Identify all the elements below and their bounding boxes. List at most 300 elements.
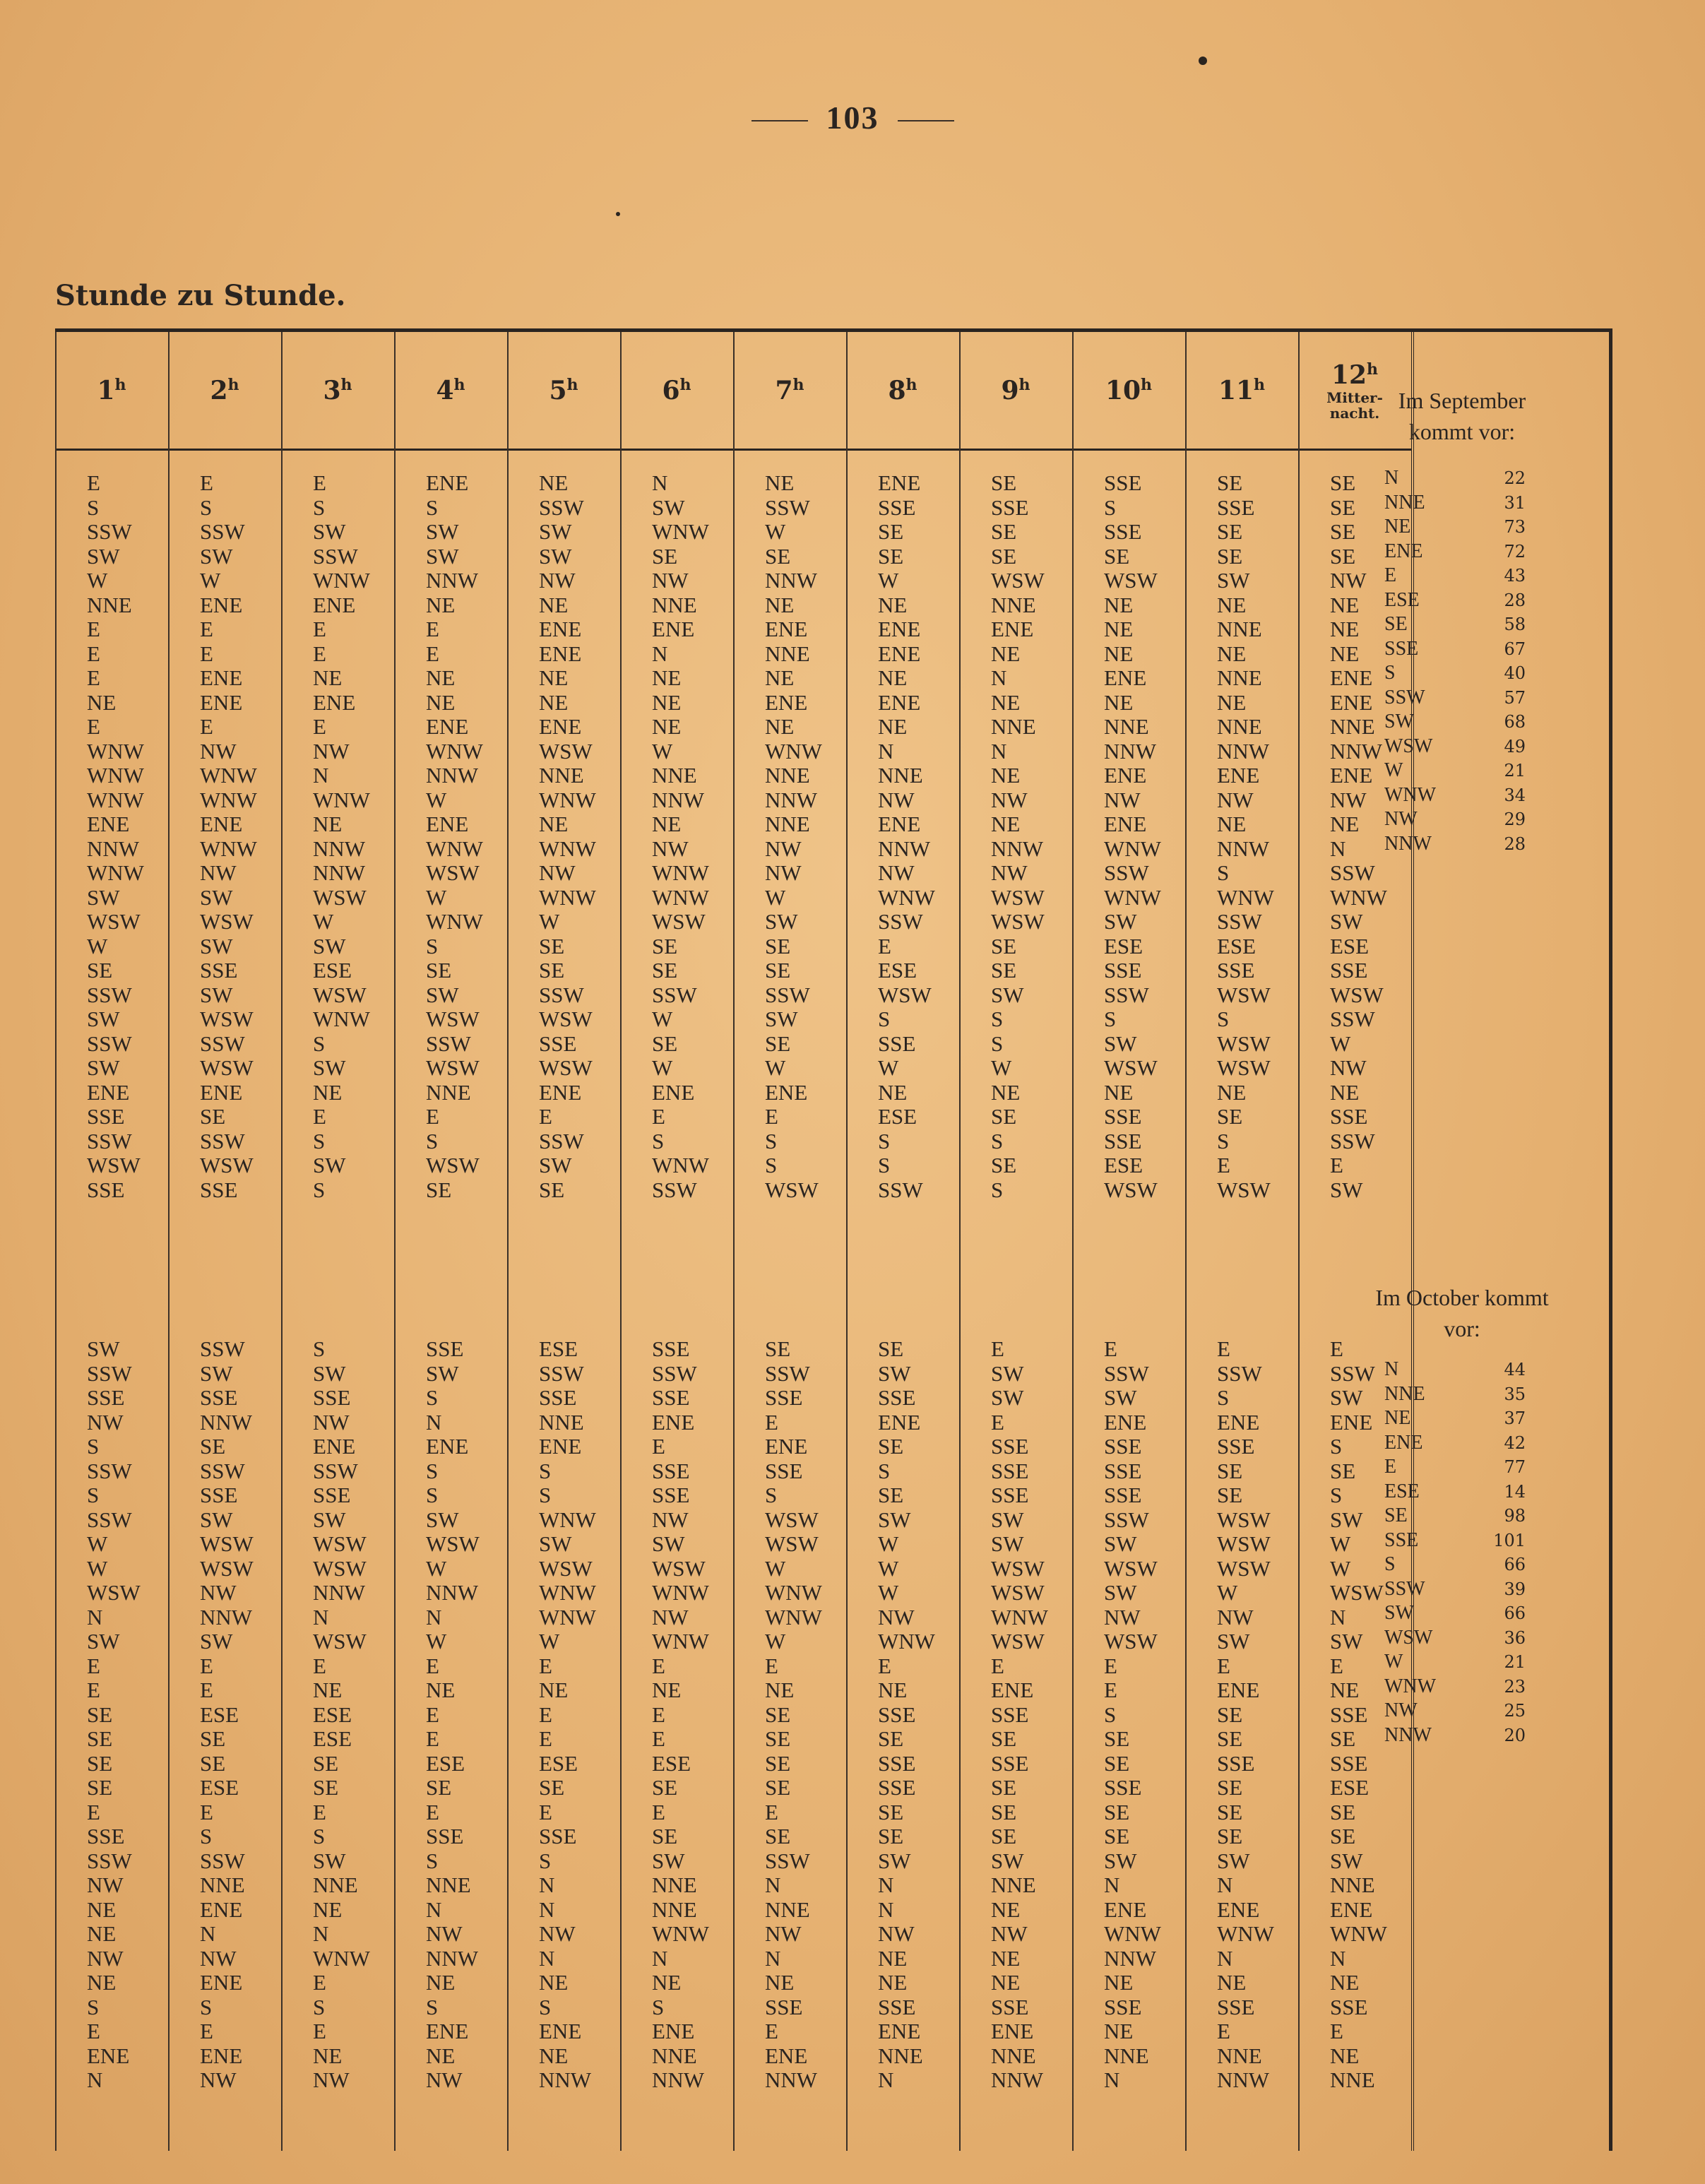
wind-direction-cell: NNW: [652, 787, 705, 812]
wind-direction-cell: ENE: [991, 1678, 1034, 1702]
wind-direction-cell: NNE: [1330, 714, 1375, 739]
wind-direction-cell: WSW: [1217, 982, 1271, 1007]
wind-direction-cell: S: [200, 1994, 213, 2019]
wind-direction-cell: SE: [765, 1726, 791, 1751]
summary-count: 37: [1504, 1408, 1526, 1428]
hour-label: [436, 376, 465, 405]
wind-direction-cell: WSW: [200, 1055, 254, 1080]
wind-direction-cell: S: [313, 1031, 326, 1056]
wind-direction-cell: NW: [878, 860, 915, 885]
wind-direction-cell: SSW: [87, 982, 132, 1007]
wind-direction-cell: NE: [1104, 641, 1134, 666]
wind-direction-cell: NNE: [1104, 2043, 1149, 2068]
wind-direction-cell: SW: [878, 1848, 911, 1873]
wind-direction-cell: SSW: [200, 1128, 245, 1153]
summary-count: 20: [1504, 1725, 1526, 1745]
wind-direction-cell: E: [539, 1799, 552, 1824]
wind-direction-cell: E: [426, 1653, 439, 1678]
wind-direction-cell: E: [539, 1653, 552, 1678]
wind-direction-cell: SSW: [539, 494, 584, 520]
wind-direction-cell: SSW: [200, 1336, 245, 1361]
wind-direction-cell: ENE: [200, 812, 243, 836]
wind-direction-cell: NNE: [652, 763, 697, 788]
wind-direction-cell: SE: [765, 1031, 791, 1056]
wind-direction-cell: WNW: [1104, 836, 1161, 861]
wind-direction-cell: SE: [1330, 1726, 1356, 1751]
wind-direction-cell: NNE: [878, 2043, 923, 2068]
wind-direction-cell: SE: [878, 1434, 904, 1459]
wind-direction-cell: N: [426, 1897, 442, 1922]
wind-direction-cell: E: [539, 1702, 552, 1727]
wind-direction-cell: N: [313, 763, 329, 788]
wind-direction-cell: E: [200, 470, 213, 495]
hour-number: 5: [549, 375, 567, 405]
wind-direction-cell: ENE: [878, 689, 921, 715]
wind-direction-cell: WNW: [426, 836, 483, 861]
wind-direction-cell: NW: [1217, 1604, 1254, 1630]
wind-direction-cell: ENE: [652, 617, 695, 641]
wind-direction-cell: NNE: [991, 592, 1036, 617]
wind-direction-cell: S: [539, 1994, 552, 2019]
wind-direction-cell: E: [539, 1726, 552, 1751]
wind-direction-cell: ESE: [539, 1336, 578, 1361]
midnight-note: Mitter- nacht.: [1326, 388, 1383, 422]
wind-direction-cell: S: [313, 1336, 326, 1361]
wind-direction-cell: N: [765, 1945, 781, 1971]
ink-dot: [616, 212, 620, 216]
wind-direction-cell: NNE: [652, 1873, 697, 1897]
wind-direction-cell: NNW: [765, 568, 818, 593]
hour-superscript: h: [679, 375, 691, 394]
wind-direction-cell: SSE: [1330, 1702, 1368, 1727]
wind-direction-cell: SW: [313, 933, 346, 959]
wind-direction-cell: SSE: [87, 1824, 125, 1848]
wind-direction-cell: SSW: [539, 982, 584, 1007]
wind-direction-cell: WNW: [87, 738, 144, 764]
hour-label: [1218, 376, 1265, 405]
wind-direction-cell: E: [87, 641, 100, 666]
summary-count: 73: [1504, 517, 1526, 537]
wind-direction-cell: SSW: [313, 1458, 358, 1483]
wind-direction-cell: NNE: [539, 763, 584, 788]
wind-direction-cell: SE: [991, 470, 1017, 495]
hour-label: [323, 376, 352, 405]
wind-direction-cell: NW: [991, 787, 1028, 812]
hour-number: 10: [1105, 375, 1141, 405]
wind-direction-cell: ENE: [1330, 1409, 1373, 1435]
hour-header-9: [959, 332, 1072, 449]
wind-direction-cell: NNE: [765, 812, 810, 836]
wind-direction-cell: NNE: [426, 1873, 471, 1897]
wind-direction-cell: ESE: [1104, 933, 1143, 959]
wind-direction-cell: SSE: [765, 1458, 803, 1483]
summary-direction: NNW: [1384, 1723, 1432, 1746]
wind-direction-cell: SE: [991, 933, 1017, 959]
wind-direction-cell: N: [652, 641, 668, 666]
wind-direction-cell: NW: [200, 1945, 237, 1971]
summary-direction: NNW: [1384, 832, 1432, 855]
summary-count: 28: [1504, 590, 1526, 610]
summary-count: 49: [1504, 736, 1526, 756]
wind-direction-cell: E: [313, 617, 326, 641]
wind-direction-cell: SW: [1104, 1531, 1137, 1556]
wind-direction-cell: NW: [87, 1945, 124, 1971]
wind-direction-cell: SW: [539, 519, 572, 544]
wind-direction-cell: NE: [1217, 1970, 1247, 1995]
wind-direction-cell: SSW: [87, 1848, 132, 1873]
wind-direction-cell: W: [1330, 1031, 1351, 1056]
wind-direction-cell: WNW: [200, 836, 257, 861]
wind-direction-cell: NW: [539, 860, 576, 885]
wind-direction-cell: ENE: [1104, 812, 1147, 836]
wind-direction-cell: WNW: [878, 884, 935, 910]
wind-direction-cell: WSW: [313, 1629, 367, 1654]
wind-direction-cell: WNW: [539, 836, 596, 861]
wind-direction-cell: NNE: [1217, 665, 1262, 690]
wind-direction-cell: ENE: [539, 1434, 582, 1459]
wind-direction-cell: NE: [426, 689, 456, 715]
wind-direction-cell: WSW: [539, 1007, 593, 1031]
wind-direction-cell: SW: [991, 1360, 1024, 1386]
wind-direction-cell: ESE: [313, 1726, 352, 1751]
wind-direction-cell: N: [878, 1873, 894, 1897]
wind-direction-cell: W: [765, 1629, 786, 1654]
wind-direction-cell: SSE: [1104, 1994, 1142, 2019]
wind-direction-cell: SSE: [1104, 1128, 1142, 1153]
wind-direction-cell: ENE: [87, 1079, 130, 1105]
wind-direction-cell: NNW: [539, 2067, 592, 2092]
wind-direction-cell: ESE: [313, 958, 352, 983]
hour-header-7: [733, 332, 846, 449]
wind-direction-cell: NE: [991, 1945, 1021, 1971]
wind-direction-cell: NNW: [87, 836, 140, 861]
wind-direction-cell: SW: [765, 1007, 798, 1031]
summary-direction: SW: [1384, 711, 1414, 732]
wind-direction-cell: NW: [878, 787, 915, 812]
wind-direction-cell: S: [200, 494, 213, 520]
ink-dot: [1199, 57, 1207, 65]
wind-direction-cell: NW: [652, 1604, 689, 1630]
wind-direction-cell: S: [1104, 1007, 1117, 1031]
wind-direction-cell: ESE: [539, 1750, 578, 1776]
wind-direction-cell: S: [426, 933, 439, 959]
wind-direction-cell: S: [426, 1128, 439, 1153]
wind-direction-cell: SSW: [200, 1031, 245, 1056]
wind-direction-cell: SE: [652, 543, 678, 569]
wind-direction-cell: ESE: [200, 1702, 239, 1727]
wind-direction-cell: SSE: [87, 1177, 125, 1202]
wind-direction-cell: SE: [313, 1775, 339, 1800]
wind-direction-cell: W: [1217, 1580, 1238, 1605]
summary-direction: NNE: [1384, 491, 1425, 514]
wind-direction-cell: S: [652, 1128, 665, 1153]
wind-direction-cell: ENE: [878, 641, 921, 666]
hour-number: 11: [1218, 375, 1254, 405]
wind-direction-cell: SE: [87, 1775, 113, 1800]
summary-count: 35: [1504, 1384, 1526, 1404]
wind-direction-cell: SE: [1330, 1824, 1356, 1848]
wind-direction-cell: E: [991, 1409, 1004, 1435]
wind-direction-cell: SE: [652, 933, 678, 959]
wind-direction-cell: S: [1217, 1007, 1230, 1031]
wind-direction-cell: S: [991, 1128, 1004, 1153]
summary-count: 66: [1504, 1603, 1526, 1623]
wind-direction-cell: ENE: [991, 617, 1034, 641]
wind-direction-cell: SE: [991, 1153, 1017, 1177]
wind-direction-cell: E: [313, 1104, 326, 1129]
wind-direction-cell: NW: [200, 860, 237, 885]
wind-direction-cell: SSE: [991, 1994, 1029, 2019]
wind-direction-cell: SSE: [87, 1104, 125, 1129]
wind-direction-cell: S: [426, 1994, 439, 2019]
wind-direction-cell: S: [426, 1483, 439, 1507]
wind-direction-cell: WNW: [1104, 884, 1161, 910]
wind-direction-cell: SE: [87, 958, 113, 983]
summary-direction: ESE: [1384, 588, 1420, 611]
wind-direction-cell: NNW: [426, 1945, 479, 1971]
wind-direction-cell: SSE: [1330, 958, 1368, 983]
hour-superscript: h: [340, 375, 352, 394]
wind-direction-cell: NW: [1330, 568, 1367, 593]
wind-direction-cell: NNE: [991, 2043, 1036, 2068]
summary-direction: E: [1384, 1456, 1397, 1478]
wind-direction-cell: NE: [1104, 689, 1134, 715]
wind-direction-cell: S: [991, 1177, 1004, 1202]
wind-direction-cell: SW: [87, 543, 120, 569]
wind-direction-cell: SSW: [1330, 1128, 1375, 1153]
wind-direction-cell: ENE: [200, 1970, 243, 1995]
hour-header-10: [1072, 332, 1185, 449]
september-title: Im September kommt vor:: [1398, 388, 1526, 444]
wind-direction-cell: NE: [1104, 592, 1134, 617]
wind-direction-cell: W: [87, 568, 108, 593]
wind-direction-cell: NE: [765, 1678, 795, 1702]
wind-direction-cell: ESE: [1330, 1775, 1370, 1800]
summary-count: 22: [1504, 468, 1526, 488]
wind-direction-cell: SSE: [1104, 1483, 1142, 1507]
wind-direction-cell: NNE: [1217, 714, 1262, 739]
wind-direction-cell: SSE: [539, 1031, 577, 1056]
wind-direction-cell: WNW: [1217, 884, 1274, 910]
wind-direction-cell: NNE: [652, 2043, 697, 2068]
wind-direction-cell: WNW: [652, 1580, 709, 1605]
wind-direction-cell: WNW: [539, 1604, 596, 1630]
wind-direction-cell: SW: [200, 543, 233, 569]
wind-direction-cell: SE: [765, 1750, 791, 1776]
wind-direction-cell: SE: [200, 1434, 226, 1459]
wind-direction-cell: N: [1330, 1604, 1346, 1630]
wind-direction-cell: WSW: [765, 1507, 819, 1532]
wind-direction-cell: S: [652, 1994, 665, 2019]
wind-direction-cell: SE: [1217, 1775, 1243, 1800]
wind-direction-cell: NW: [991, 860, 1028, 885]
wind-direction-cell: SSE: [1104, 1104, 1142, 1129]
wind-direction-cell: SE: [765, 958, 791, 983]
wind-direction-cell: NE: [991, 812, 1021, 836]
wind-direction-cell: WNW: [765, 1604, 822, 1630]
wind-direction-cell: SE: [1217, 1702, 1243, 1727]
wind-direction-cell: NE: [87, 1970, 117, 1995]
wind-direction-cell: SW: [313, 1055, 346, 1080]
wind-direction-cell: NNW: [426, 1580, 479, 1605]
wind-direction-cell: NNE: [652, 592, 697, 617]
hour-superscript: h: [905, 375, 917, 394]
wind-direction-cell: E: [765, 2019, 778, 2043]
wind-direction-cell: S: [313, 1824, 326, 1848]
wind-direction-cell: NE: [1104, 1970, 1134, 1995]
wind-direction-cell: NNW: [1217, 738, 1270, 764]
wind-direction-cell: E: [313, 1653, 326, 1678]
wind-direction-cell: N: [539, 1873, 555, 1897]
wind-direction-cell: WSW: [313, 884, 367, 910]
wind-direction-cell: WNW: [652, 519, 709, 544]
wind-direction-cell: NE: [765, 714, 795, 739]
wind-direction-cell: SSE: [1104, 519, 1142, 544]
wind-direction-cell: SE: [426, 1177, 452, 1202]
wind-direction-cell: WSW: [878, 982, 932, 1007]
wind-direction-cell: S: [1104, 1702, 1117, 1727]
hour-number: 1: [97, 375, 115, 405]
hour-label: [210, 376, 239, 405]
wind-direction-cell: S: [87, 1994, 100, 2019]
wind-direction-cell: E: [1330, 1653, 1343, 1678]
wind-direction-cell: ENE: [1104, 665, 1147, 690]
wind-direction-cell: NE: [539, 812, 569, 836]
wind-direction-cell: WSW: [1217, 1177, 1271, 1202]
october-column-8: [878, 1337, 984, 2093]
wind-direction-cell: W: [539, 1629, 560, 1654]
wind-direction-cell: NNW: [426, 568, 479, 593]
wind-direction-cell: NW: [426, 1921, 463, 1946]
hour-number: 3: [323, 375, 341, 405]
wind-direction-cell: NE: [1217, 689, 1247, 715]
wind-direction-cell: ENE: [426, 470, 469, 495]
wind-direction-cell: SW: [200, 1360, 233, 1386]
wind-direction-cell: WSW: [1330, 982, 1384, 1007]
wind-direction-cell: WSW: [1217, 1055, 1271, 1080]
summary-count: 57: [1504, 687, 1526, 708]
wind-direction-cell: E: [652, 1702, 665, 1727]
wind-direction-cell: W: [313, 909, 334, 934]
wind-direction-cell: WSW: [1330, 1580, 1384, 1605]
wind-direction-cell: WNW: [878, 1629, 935, 1654]
wind-direction-cell: WSW: [426, 1531, 480, 1556]
wind-direction-cell: SW: [1217, 1848, 1250, 1873]
wind-direction-cell: NE: [991, 689, 1021, 715]
summary-direction: SSW: [1384, 1577, 1425, 1600]
wind-direction-cell: S: [87, 1483, 100, 1507]
wind-direction-cell: E: [313, 1799, 326, 1824]
summary-direction: WSW: [1384, 1626, 1433, 1649]
wind-direction-cell: N: [1217, 1945, 1233, 1971]
page-number: [0, 99, 1705, 136]
wind-direction-cell: SW: [539, 543, 572, 569]
wind-direction-cell: NE: [1104, 1079, 1134, 1105]
wind-direction-cell: N: [765, 1873, 781, 1897]
wind-direction-cell: WNW: [991, 1604, 1048, 1630]
october-column-9: [991, 1337, 1097, 2093]
wind-direction-cell: NE: [1330, 592, 1360, 617]
wind-direction-cell: ENE: [200, 1897, 243, 1922]
wind-direction-cell: ENE: [200, 1079, 243, 1105]
wind-direction-cell: SW: [426, 543, 459, 569]
wind-direction-cell: SSE: [652, 1458, 690, 1483]
wind-direction-cell: SSE: [1217, 958, 1255, 983]
wind-direction-cell: WSW: [991, 568, 1045, 593]
wind-direction-cell: NE: [991, 1897, 1021, 1922]
wind-direction-cell: NE: [426, 592, 456, 617]
wind-direction-cell: NE: [878, 592, 908, 617]
wind-direction-cell: WNW: [539, 787, 596, 812]
wind-direction-cell: WSW: [1217, 1555, 1271, 1581]
wind-direction-cell: SW: [1330, 909, 1363, 934]
wind-direction-cell: E: [200, 641, 213, 666]
wind-direction-cell: NNW: [313, 860, 366, 885]
wind-direction-cell: SW: [426, 519, 459, 544]
wind-direction-cell: WNW: [765, 1580, 822, 1605]
wind-direction-cell: SE: [878, 543, 904, 569]
wind-direction-cell: SW: [87, 1007, 120, 1031]
wind-direction-cell: ENE: [991, 2019, 1034, 2043]
summary-direction: ENE: [1384, 1431, 1423, 1454]
wind-direction-cell: ENE: [652, 2019, 695, 2043]
wind-direction-cell: NNE: [1217, 617, 1262, 641]
wind-direction-cell: SSW: [878, 1177, 923, 1202]
wind-direction-cell: WSW: [1104, 568, 1158, 593]
wind-direction-cell: S: [87, 1434, 100, 1459]
september-column-10: [1104, 471, 1210, 1202]
wind-direction-cell: S: [878, 1153, 891, 1177]
wind-direction-cell: E: [878, 933, 891, 959]
wind-direction-cell: SE: [1330, 1799, 1356, 1824]
wind-direction-cell: E: [765, 1104, 778, 1129]
wind-direction-cell: NNW: [200, 1409, 253, 1435]
wind-direction-cell: NW: [878, 1604, 915, 1630]
hour-number: 2: [210, 375, 228, 405]
hour-header-2: [168, 332, 281, 449]
wind-direction-cell: ENE: [765, 617, 808, 641]
wind-direction-cell: NNE: [1104, 714, 1149, 739]
hour-superscript: h: [114, 375, 126, 394]
wind-direction-cell: SSE: [652, 1483, 690, 1507]
wind-direction-cell: NE: [1217, 812, 1247, 836]
wind-direction-cell: ESE: [1330, 933, 1370, 959]
wind-direction-cell: SSW: [878, 909, 923, 934]
wind-direction-cell: SE: [765, 933, 791, 959]
wind-direction-cell: SSE: [1217, 1750, 1255, 1776]
wind-direction-cell: SE: [1217, 470, 1243, 495]
wind-direction-cell: W: [765, 519, 786, 544]
september-column-7: [765, 471, 871, 1202]
hour-header-3: [281, 332, 394, 449]
wind-direction-cell: SW: [1217, 1629, 1250, 1654]
wind-direction-cell: WSW: [991, 884, 1045, 910]
wind-direction-cell: NNE: [765, 763, 810, 788]
wind-direction-cell: NNE: [991, 1873, 1036, 1897]
wind-direction-cell: N: [878, 738, 894, 764]
wind-direction-cell: NE: [539, 665, 569, 690]
wind-direction-cell: NE: [878, 1970, 908, 1995]
wind-direction-cell: SW: [200, 982, 233, 1007]
wind-direction-cell: W: [87, 1531, 108, 1556]
september-column-2: [200, 471, 306, 1202]
wind-direction-cell: SE: [991, 1726, 1017, 1751]
wind-direction-cell: SE: [539, 933, 565, 959]
summary-count: 36: [1504, 1627, 1526, 1648]
wind-direction-cell: SE: [539, 1177, 565, 1202]
wind-direction-cell: E: [426, 1702, 439, 1727]
hour-superscript: h: [566, 375, 578, 394]
